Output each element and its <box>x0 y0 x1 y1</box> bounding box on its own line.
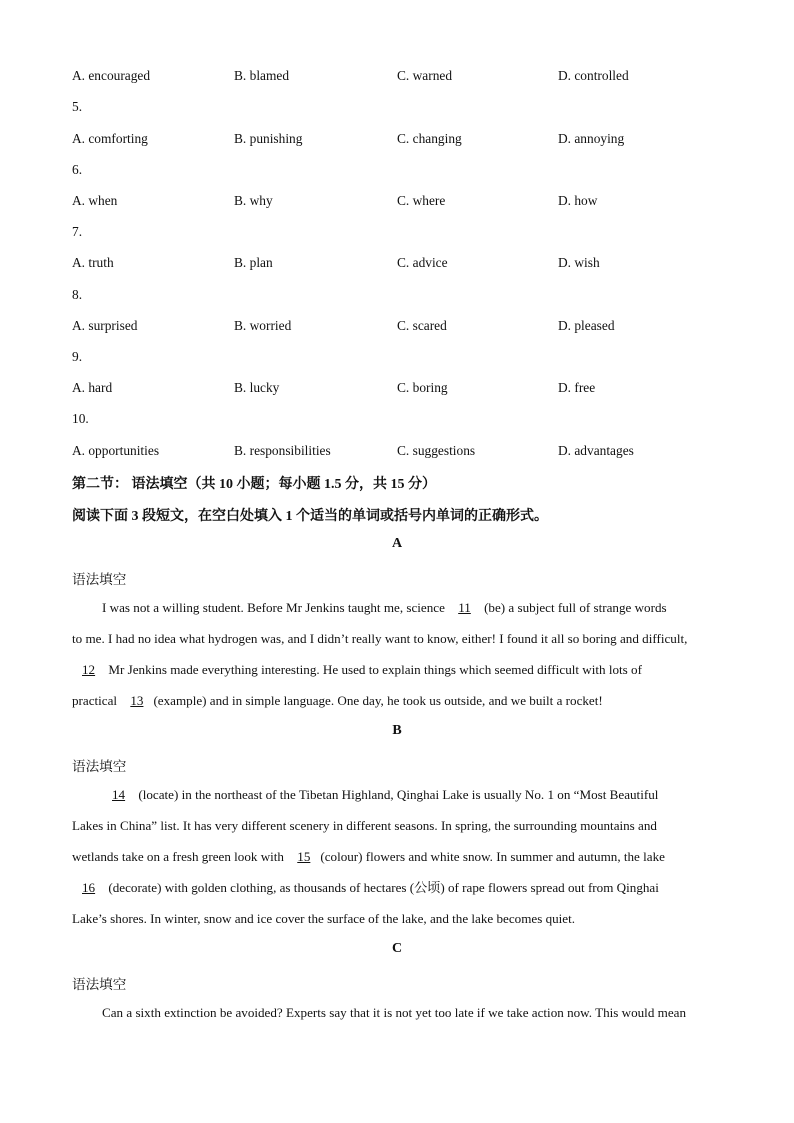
passage-label: 语法填空 <box>72 977 127 992</box>
text-line <box>72 847 722 878</box>
text-line <box>72 691 722 722</box>
option-d: D. annoying <box>558 131 625 146</box>
answer-blank-15[interactable]: 15 <box>297 849 311 864</box>
option-d: D. wish <box>558 255 600 270</box>
option-a: A. when <box>72 193 118 208</box>
option-d: D. controlled <box>558 68 629 83</box>
option-b: B. plan <box>234 255 273 270</box>
passage-b-text <box>72 785 722 940</box>
text-span: I was not a willing student. Before Mr Jenkins taught me, science <box>102 600 449 615</box>
option-d: D. advantages <box>558 443 634 458</box>
question-number: 8. <box>72 287 83 302</box>
text-line <box>72 660 722 691</box>
passage-letter: C <box>391 941 403 956</box>
option-c: C. advice <box>397 255 448 270</box>
section-heading: 第二节： 语法填空（共 10 小题；每小题 1.5 分，共 15 分） <box>72 477 436 492</box>
text-line <box>72 785 722 816</box>
option-b: B. worried <box>234 318 292 333</box>
text-line <box>72 878 722 909</box>
question-5-options <box>72 131 732 151</box>
option-a: A. truth <box>72 255 114 270</box>
question-number: 5. <box>72 99 83 114</box>
option-a: A. comforting <box>72 131 148 146</box>
text-span: (example) and in simple language. One day, he took us outside, and we built a rocket! <box>153 693 603 708</box>
option-b: B. why <box>234 193 273 208</box>
option-c: C. warned <box>397 68 453 83</box>
question-8-options <box>72 318 732 338</box>
question-7-options <box>72 255 732 275</box>
passage-a-text <box>72 598 722 722</box>
text-line: Can a sixth extinction be avoided? Experts say that it is not yet too late if we take action now. This would mean <box>102 1005 686 1020</box>
option-b: B. blamed <box>234 68 290 83</box>
text-line <box>72 598 722 629</box>
answer-blank-13[interactable]: 13 <box>130 693 144 708</box>
text-line: Lakes in China” list. It has very different scenery in different seasons. In spring, the surrounding mountains and <box>72 818 657 833</box>
option-b: B. responsibilities <box>234 443 331 458</box>
answer-blank-14[interactable]: 14 <box>112 787 126 802</box>
question-number: 10. <box>72 411 89 426</box>
text-line: to me. I had no idea what hydrogen was, and I didn’t really want to know, either! I found it all so boring and difficult, <box>72 631 688 646</box>
text-span: (decorate) with golden clothing, as thousands of hectares (公顷) of rape flowers spread out from Qinghai <box>105 880 659 895</box>
question-number: 6. <box>72 162 83 177</box>
text-line: Lake’s shores. In winter, snow and ice cover the surface of the lake, and the lake becomes quiet. <box>72 911 576 926</box>
section-instruction: 阅读下面 3 段短文，在空白处填入 1 个适当的单词或括号内单词的正确形式。 <box>72 509 548 524</box>
option-a: A. surprised <box>72 318 138 333</box>
question-6-options <box>72 193 732 213</box>
question-10-options <box>72 443 732 463</box>
answer-blank-16[interactable]: 16 <box>82 880 96 895</box>
option-a: A. hard <box>72 380 113 395</box>
text-span: wetlands take on a fresh green look with <box>72 849 288 864</box>
question-9-options <box>72 380 732 400</box>
question-number: 9. <box>72 349 83 364</box>
answer-blank-11[interactable]: 11 <box>458 600 471 615</box>
option-b: B. lucky <box>234 380 280 395</box>
text-span: Mr Jenkins made everything interesting. He used to explain things which seemed difficult with lots of <box>105 662 642 677</box>
option-c: C. changing <box>397 131 462 146</box>
text-span: (locate) in the northeast of the Tibetan Highland, Qinghai Lake is usually No. 1 on “Most Beautiful <box>135 787 659 802</box>
option-c: C. scared <box>397 318 447 333</box>
option-d: D. free <box>558 380 596 395</box>
option-a: A. opportunities <box>72 443 160 458</box>
text-span: practical <box>72 693 121 708</box>
question-4-options <box>72 68 732 88</box>
option-c: C. where <box>397 193 446 208</box>
option-a: A. encouraged <box>72 68 151 83</box>
passage-label: 语法填空 <box>72 572 127 587</box>
option-c: C. suggestions <box>397 443 476 458</box>
passage-label: 语法填空 <box>72 759 127 774</box>
text-span: (colour) flowers and white snow. In summer and autumn, the lake <box>320 849 665 864</box>
option-d: D. pleased <box>558 318 615 333</box>
option-b: B. punishing <box>234 131 303 146</box>
passage-c-text <box>72 1003 722 1034</box>
option-d: D. how <box>558 193 598 208</box>
option-c: C. boring <box>397 380 448 395</box>
question-number: 7. <box>72 224 83 239</box>
text-span: (be) a subject full of strange words <box>480 600 667 615</box>
passage-letter: B <box>392 723 402 738</box>
answer-blank-12[interactable]: 12 <box>82 662 96 677</box>
passage-letter: A <box>391 536 403 551</box>
